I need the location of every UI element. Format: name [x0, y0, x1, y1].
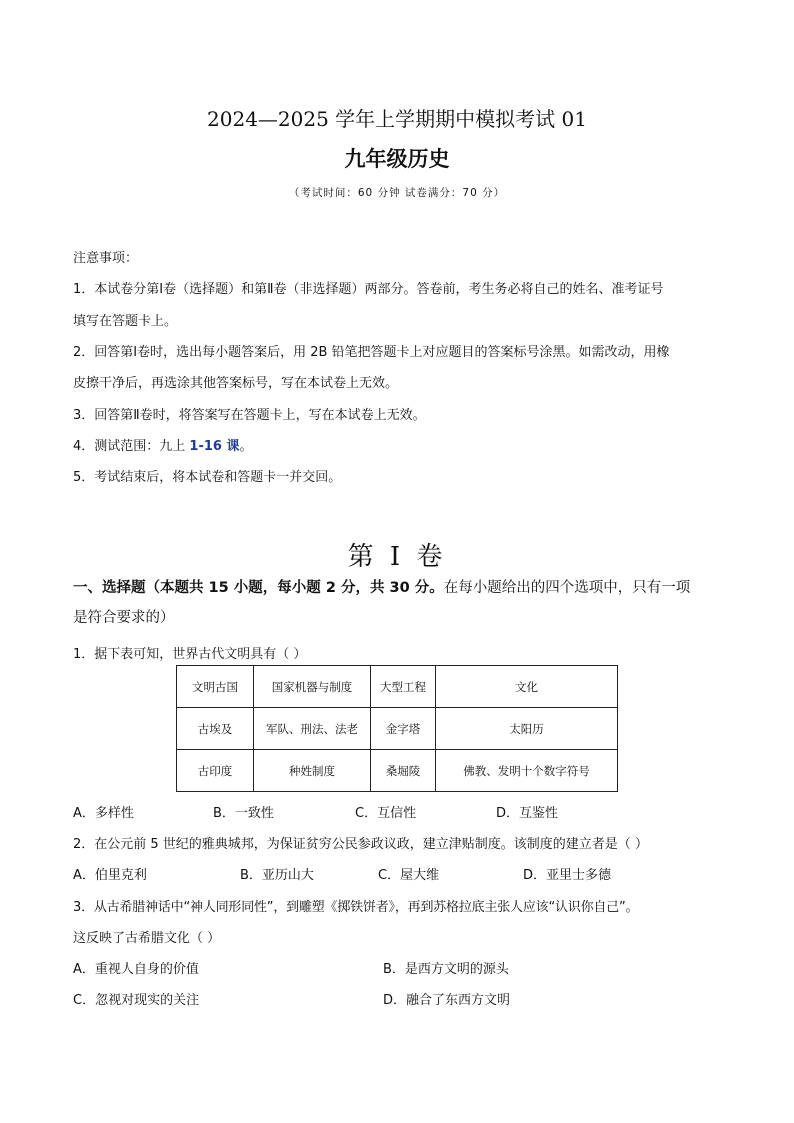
note-item-4	[73, 435, 252, 454]
note-item-2-line2: 皮擦干净后，再选涂其他答案标号，写在本试卷上无效。	[73, 376, 399, 391]
table-row	[177, 708, 618, 750]
table-header-cell: 国家机器与制度	[254, 666, 371, 708]
civilization-table	[176, 665, 618, 792]
exam-subtitle: 九年级历史	[344, 146, 450, 171]
table-cell: 种姓制度	[254, 750, 371, 792]
table-cell: 古印度	[177, 750, 254, 792]
q1-stem: 1．据下表可知，世界古代文明具有（ ）	[73, 647, 307, 662]
q2-option-c[interactable]: C．屋大维	[378, 868, 440, 883]
notes-heading: 注意事项：	[73, 251, 139, 266]
table-cell: 金字塔	[371, 708, 436, 750]
table-header-cell: 文化	[436, 666, 618, 708]
table-cell: 佛教、发明十个数字符号	[436, 750, 618, 792]
q2-stem: 2．在公元前 5 世纪的雅典城邦，为保证贫穷公民参政议政，建立津贴制度。该制度的建立者是（ ）	[73, 837, 648, 852]
note-item-2-line1: 2．回答第Ⅰ卷时，选出每小题答案后，用 2B 铅笔把答题卡上对应题目的答案标号涂黑。如需改动，用橡	[73, 345, 670, 360]
note-item-4-suffix: 。	[239, 439, 253, 454]
q3-stem-line2: 这反映了古希腊文化（ ）	[73, 931, 221, 946]
table-row	[177, 750, 618, 792]
note-item-4-range: 1-16 课	[189, 439, 240, 454]
exam-title: 2024—2025 学年上学期期中模拟考试 01	[207, 107, 587, 131]
note-item-4-prefix: 4．测试范围：九上	[73, 439, 190, 454]
table-header-cell: 大型工程	[371, 666, 436, 708]
table-cell: 军队、刑法、法老	[254, 708, 371, 750]
exam-info: （考试时间：60 分钟 试卷满分：70 分）	[288, 187, 506, 199]
section1-heading-b: 在每小题给出的四个选项中，只有一项	[443, 580, 691, 596]
q1-option-d[interactable]: D．互鉴性	[496, 806, 559, 821]
table-header-row	[177, 666, 618, 708]
q1-option-a[interactable]: A．多样性	[73, 806, 134, 821]
q2-option-d[interactable]: D．亚里士多德	[523, 868, 612, 883]
section1-heading-line2: 是符合要求的）	[73, 610, 175, 626]
note-item-1-line2: 填写在答题卡上。	[73, 314, 178, 329]
q2-option-a[interactable]: A．伯里克利	[73, 868, 147, 883]
q3-option-d[interactable]: D．融合了东西方文明	[383, 993, 511, 1008]
volume-title: 第 I 卷	[347, 542, 447, 572]
note-item-1-line1: 1．本试卷分第Ⅰ卷（选择题）和第Ⅱ卷（非选择题）两部分。答卷前，考生务必将自己的姓名、准考证号	[73, 282, 664, 297]
table-cell: 桑堀陵	[371, 750, 436, 792]
section1-heading-a: 一、选择题（本题共 15 小题，每小题 2 分，共 30 分。	[73, 580, 444, 596]
q1-option-c[interactable]: C．互信性	[355, 806, 417, 821]
q2-option-b[interactable]: B．亚历山大	[240, 868, 314, 883]
note-item-5: 5．考试结束后，将本试卷和答题卡一并交回。	[73, 470, 342, 485]
q3-option-b[interactable]: B．是西方文明的源头	[383, 962, 509, 977]
table-cell: 古埃及	[177, 708, 254, 750]
q3-option-a[interactable]: A．重视人自身的价值	[73, 962, 199, 977]
q1-option-b[interactable]: B．一致性	[213, 806, 274, 821]
table-header-cell: 文明古国	[177, 666, 254, 708]
q3-stem-line1: 3．从古希腊神话中“神人同形同性”，到雕塑《掷铁饼者》，再到苏格拉底主张人应该“认识你自己”。	[73, 900, 639, 915]
note-item-3: 3．回答第Ⅱ卷时，将答案写在答题卡上，写在本试卷上无效。	[73, 408, 426, 423]
section1-heading-line1	[73, 576, 690, 597]
q3-option-c[interactable]: C．忽视对现实的关注	[73, 993, 200, 1008]
table-cell: 太阳历	[436, 708, 618, 750]
